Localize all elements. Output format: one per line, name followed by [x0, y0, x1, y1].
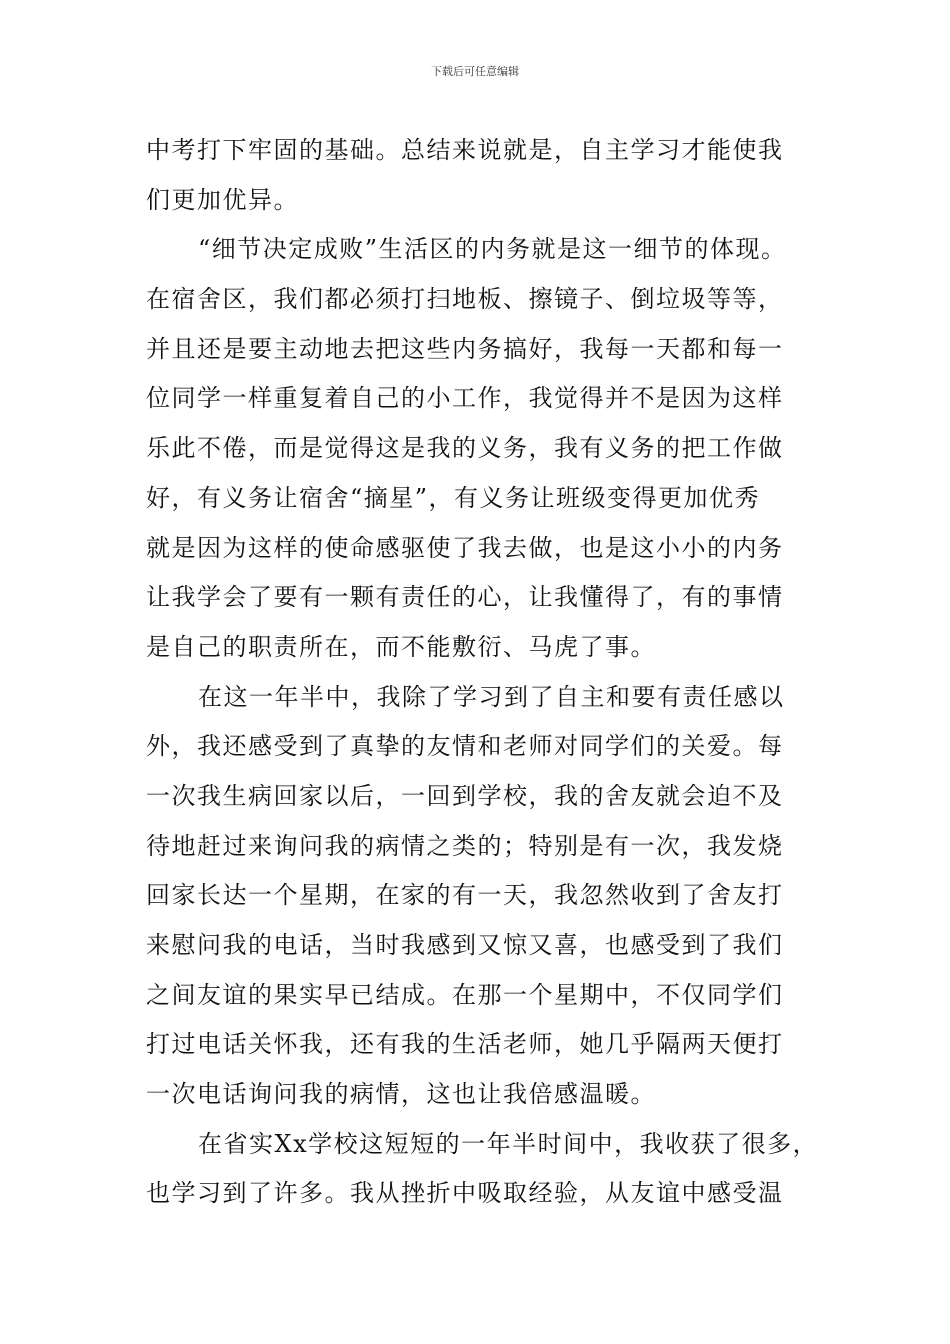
text-line: “细节决定成败”生活区的内务就是这一细节的体现。: [198, 235, 787, 264]
text-line: 之间友谊的果实早已结成。在那一个星期中，不仅同学们: [146, 980, 784, 1009]
text-line: 是自己的职责所在，而不能敷衍、马虎了事。: [146, 632, 656, 661]
text-line: 一次电话询问我的病情，这也让我倍感温暖。: [146, 1080, 656, 1109]
text-line: 也学习到了许多。我从挫折中吸取经验，从友谊中感受温: [146, 1179, 784, 1208]
text-line: 并且还是要主动地去把这些内务搞好，我每一天都和每一: [146, 334, 784, 363]
page-header: 下载后可任意编辑: [431, 65, 519, 78]
document-body: [146, 126, 836, 1219]
text-line: 在省实Xx学校这短短的一年半时间中，我收获了很多，: [198, 1129, 819, 1158]
text-line: 外，我还感受到了真挚的友情和老师对同学们的关爱。每: [146, 732, 784, 761]
text-line: 回家长达一个星期，在家的有一天，我忽然收到了舍友打: [146, 881, 784, 910]
text-line: 在这一年半中，我除了学习到了自主和要有责任感以: [198, 682, 785, 711]
text-line: 就是因为这样的使命感驱使了我去做，也是这小小的内务: [146, 533, 784, 562]
text-line: 乐此不倦，而是觉得这是我的义务，我有义务的把工作做: [146, 434, 784, 463]
text-line: 位同学一样重复着自己的小工作，我觉得并不是因为这样: [146, 384, 784, 413]
text-line: 好，有义务让宿舍“摘星”，有义务让班级变得更加优秀: [146, 483, 761, 512]
text-line: 来慰问我的电话，当时我感到又惊又喜，也感受到了我们: [146, 931, 784, 959]
text-line: 中考打下牢固的基础。总结来说就是，自主学习才能使我: [146, 136, 784, 164]
text-line: 打过电话关怀我，还有我的生活老师，她几乎隔两天便打: [146, 1030, 784, 1059]
text-line: 让我学会了要有一颗有责任的心，让我懂得了，有的事情: [146, 583, 784, 612]
text-line: 们更加优异。: [146, 185, 299, 214]
text-line: 一次我生病回家以后，一回到学校，我的舍友就会迫不及: [146, 781, 784, 810]
text-line: 在宿舍区，我们都必须打扫地板、擦镜子、倒垃圾等等，: [146, 285, 784, 314]
text-line: 待地赶过来询问我的病情之类的；特别是有一次，我发烧: [146, 831, 784, 860]
